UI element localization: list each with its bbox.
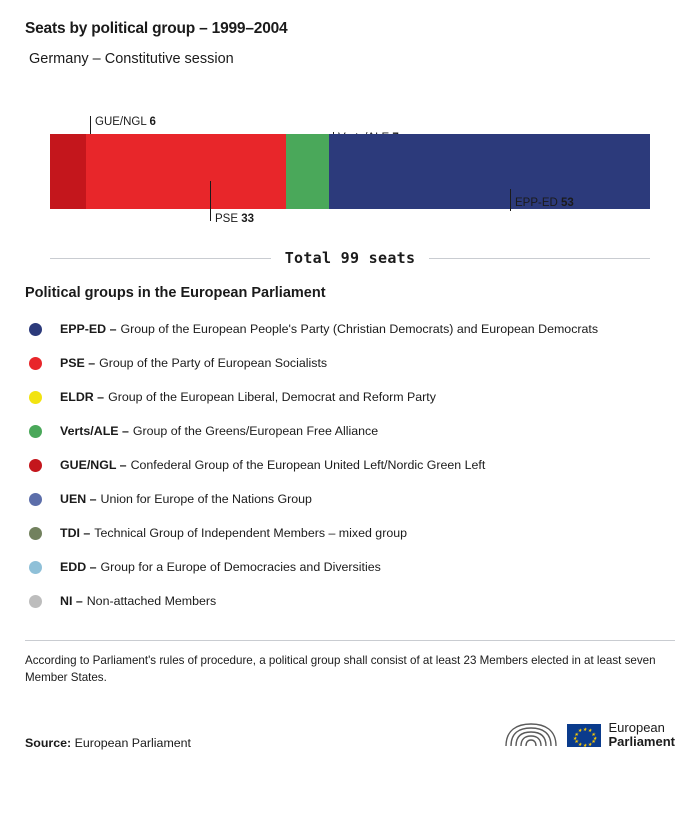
page-title: Seats by political group – 1999–2004 [25, 20, 288, 37]
bar-label-pse-value: 33 [241, 213, 255, 225]
bar-label-eppe-value: 53 [561, 197, 574, 209]
legend-desc: Group of the European Liberal, Democrat and Reform Party [108, 389, 436, 404]
total-seats-label: Total 99 seats [284, 249, 416, 267]
legend-abbr: PSE – [60, 355, 96, 370]
legend-item-ni [25, 584, 675, 618]
legend-desc: Confederal Group of the European United Left/Nordic Green Left [130, 457, 486, 472]
bar-label-pse-abbr: PSE [215, 213, 239, 225]
source-row [25, 721, 675, 750]
bar-segment-guengl [50, 134, 86, 209]
source-value: European Parliament [74, 735, 191, 750]
logo-line-1: European [608, 719, 665, 735]
source-text [25, 736, 191, 750]
legend-swatch-circle-icon [29, 323, 42, 336]
legend-abbr: TDI – [60, 525, 91, 540]
legend-swatch-circle-icon [29, 391, 42, 404]
bar-label-eppe [515, 198, 574, 210]
legend-abbr: GUE/NGL – [60, 457, 127, 472]
legend-desc: Technical Group of Independent Members – mixed group [94, 525, 407, 540]
footer-divider [25, 640, 675, 641]
hemicycle-icon [503, 722, 559, 748]
legend-item-gue-ngl [25, 448, 675, 482]
legend-item-epp-ed [25, 312, 675, 346]
legend-swatch-circle-icon [29, 493, 42, 506]
legend-abbr: EDD – [60, 559, 97, 574]
bar-tick-eppe [510, 189, 511, 211]
total-rule-right [429, 258, 650, 259]
legend-desc: Non-attached Members [86, 593, 217, 608]
legend-desc: Group of the Party of European Socialists [99, 355, 328, 370]
bar-segment-vertsale [286, 134, 328, 209]
page-subtitle: Germany – Constitutive session [29, 51, 234, 67]
bar-segment-pse [86, 134, 286, 209]
european-parliament-logo [503, 721, 675, 750]
legend-swatch-circle-icon [29, 561, 42, 574]
eu-flag-icon: ★ ★ ★ ★ ★ ★ ★ ★ ★ ★ ★ ★ [567, 724, 601, 747]
legend-abbr: Verts/ALE – [60, 423, 129, 438]
total-seats-row [25, 249, 675, 267]
legend-desc: Union for Europe of the Nations Group [100, 491, 312, 506]
legend-abbr: UEN – [60, 491, 97, 506]
legend-abbr: ELDR – [60, 389, 105, 404]
legend-title: Political groups in the European Parliament [25, 285, 326, 301]
legend-item-eldr [25, 380, 675, 414]
total-rule-left [50, 258, 271, 259]
stacked-bar-chart [25, 89, 675, 225]
bar-label-eppe-abbr: EPP-ED [515, 197, 558, 209]
legend-item-edd [25, 550, 675, 584]
bar-label-guengl [95, 117, 156, 129]
bar-label-guengl-value: 6 [149, 116, 156, 128]
source-label: Source: [25, 735, 72, 750]
bar-tick-pse [210, 181, 211, 221]
legend-desc: Group of the European People's Party (Christian Democrats) and European Democrats [120, 321, 599, 336]
legend-swatch-circle-icon [29, 357, 42, 370]
legend-abbr: EPP-ED – [60, 321, 117, 336]
legend-item-verts-ale [25, 414, 675, 448]
legend-swatch-circle-icon [29, 425, 42, 438]
legend-swatch-circle-icon [29, 527, 42, 540]
bar-segment-eppe [329, 134, 650, 209]
legend-swatch-circle-icon [29, 459, 42, 472]
bar-label-pse [215, 214, 254, 226]
legend-swatch-circle-icon [29, 595, 42, 608]
logo-line-2: Parliament [608, 734, 675, 750]
legend-item-uen [25, 482, 675, 516]
legend-desc: Group for a Europe of Democracies and Diversities [100, 559, 381, 574]
legend-desc: Group of the Greens/European Free Alliance [132, 423, 379, 438]
legend-abbr: NI – [60, 593, 83, 608]
legend-item-pse [25, 346, 675, 380]
legend-list [25, 312, 675, 618]
legend-item-tdi [25, 516, 675, 550]
footnote: According to Parliament's rules of procedure, a political group shall consist of at least 23 Members elected in at least seven Member States. [25, 654, 656, 684]
bar-label-guengl-abbr: GUE/NGL [95, 116, 147, 128]
logo-wordmark [609, 721, 675, 750]
